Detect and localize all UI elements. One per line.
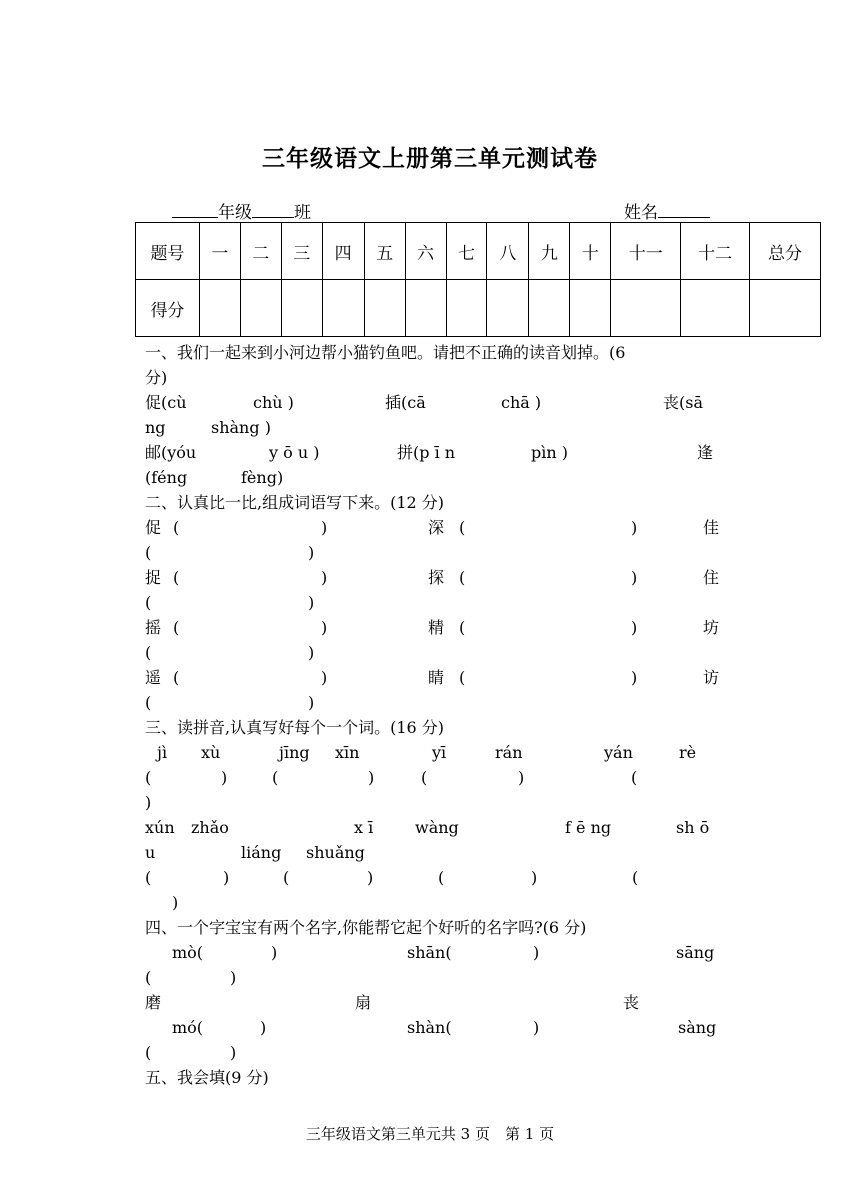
char-line xyxy=(145,990,725,1015)
pinyin-line xyxy=(145,840,725,865)
name-line xyxy=(145,1015,725,1040)
char: 捉 xyxy=(145,568,162,587)
pinyin-choice[interactable]: 邮(yóu xyxy=(145,443,197,462)
paren-close: ) xyxy=(631,618,638,637)
char: 摇 xyxy=(145,618,162,637)
grade-class-line xyxy=(172,200,311,224)
pinyin-line xyxy=(145,740,725,765)
grade-blank[interactable] xyxy=(172,200,218,218)
paren-close: ) xyxy=(145,793,152,812)
section5-heading-text: 五、我会填(9 分) xyxy=(145,1068,269,1087)
paren-close: ) xyxy=(308,693,315,712)
score-cell[interactable] xyxy=(240,280,281,337)
section4-heading-text: 四、一个字宝宝有两个名字,你能帮它起个好听的名字吗?(6 分) xyxy=(145,918,587,937)
pinyin-prompt: shàn( xyxy=(407,1018,452,1037)
score-cell[interactable] xyxy=(570,280,611,337)
section1-line xyxy=(145,465,725,490)
name-line xyxy=(624,200,710,224)
section1-heading-text2: 分) xyxy=(145,368,168,387)
word-row xyxy=(145,615,725,640)
header-cell: 十二 xyxy=(681,223,750,280)
paren-open: ( xyxy=(145,1043,152,1062)
section1-heading-cont xyxy=(145,365,725,390)
pinyin-prompt: sàng xyxy=(678,1018,717,1037)
name-line xyxy=(145,940,725,965)
char: 睛 xyxy=(428,668,445,687)
pinyin: rè xyxy=(679,743,697,762)
word-row-cont xyxy=(145,590,725,615)
section4-heading xyxy=(145,915,725,940)
score-cell[interactable] xyxy=(405,280,446,337)
pinyin-prompt: sāng xyxy=(676,943,715,962)
name-line-cont xyxy=(145,965,725,990)
header-cell: 总分 xyxy=(750,223,821,280)
score-cell[interactable] xyxy=(446,280,487,337)
char: 促 xyxy=(145,518,162,537)
char: 访 xyxy=(703,668,720,687)
section3-heading-text: 三、读拼音,认真写好每个一个词。(16 分) xyxy=(145,718,445,737)
paren-open: ( xyxy=(459,518,466,537)
pinyin-choice[interactable]: (féng xyxy=(145,468,188,487)
page-footer: 三年级语文第三单元共 3 页 第 1 页 xyxy=(305,1125,555,1143)
pinyin-prompt: mó( xyxy=(172,1018,204,1037)
char: 深 xyxy=(428,518,445,537)
section1-heading-text: 一、我们一起来到小河边帮小猫钓鱼吧。请把不正确的读音划掉。(6 xyxy=(145,343,626,362)
header-cell: 十一 xyxy=(611,223,681,280)
pinyin-choice: 逢 xyxy=(697,443,714,462)
pinyin-choice[interactable]: shàng ) xyxy=(211,418,271,437)
score-cell[interactable] xyxy=(487,280,529,337)
char: 精 xyxy=(428,618,445,637)
char: 住 xyxy=(703,568,720,587)
pinyin: yī xyxy=(432,743,447,762)
pinyin: jīng xyxy=(279,743,310,762)
section5-heading xyxy=(145,1065,725,1090)
paren-close: ) xyxy=(271,943,278,962)
char: 坊 xyxy=(703,618,720,637)
answer-line-cont xyxy=(145,890,725,915)
header-cell: 四 xyxy=(322,223,364,280)
pinyin-choice[interactable]: 插(cā xyxy=(385,393,426,412)
score-cell[interactable] xyxy=(681,280,750,337)
paren-open: ( xyxy=(145,868,152,887)
paren-close: ) xyxy=(518,768,525,787)
pinyin: xún xyxy=(145,818,175,837)
header-cell: 九 xyxy=(529,223,570,280)
paren-open: ( xyxy=(145,768,152,787)
pinyin-choice[interactable]: 丧(sā xyxy=(663,393,703,412)
paren-open: ( xyxy=(145,693,152,712)
score-cell[interactable] xyxy=(750,280,821,337)
paren-open: ( xyxy=(145,543,152,562)
paren-close: ) xyxy=(308,543,315,562)
paren-close: ) xyxy=(230,1043,237,1062)
score-cell[interactable] xyxy=(529,280,570,337)
paren-open: ( xyxy=(459,618,466,637)
page-title: 三年级语文上册第三单元测试卷 xyxy=(262,145,598,172)
score-cell[interactable] xyxy=(611,280,681,337)
char: 佳 xyxy=(703,518,720,537)
name-blank[interactable] xyxy=(658,200,710,218)
paren-open: ( xyxy=(173,518,180,537)
paren-open: ( xyxy=(631,768,638,787)
paren-close: ) xyxy=(321,668,328,687)
score-header-row xyxy=(136,223,821,280)
paren-open: ( xyxy=(272,768,279,787)
pinyin-line xyxy=(145,815,725,840)
paren-open: ( xyxy=(459,668,466,687)
pinyin: xīn xyxy=(335,743,360,762)
paren-close: ) xyxy=(223,868,230,887)
header-cell: 十 xyxy=(570,223,611,280)
pinyin-prompt: mò( xyxy=(172,943,204,962)
answer-line-cont xyxy=(145,790,725,815)
paren-close: ) xyxy=(533,943,540,962)
pinyin: yán xyxy=(604,743,633,762)
char: 探 xyxy=(428,568,445,587)
paren-close: ) xyxy=(321,518,328,537)
section1-line xyxy=(145,390,725,415)
section2-heading xyxy=(145,490,725,515)
score-row xyxy=(136,280,821,337)
word-row xyxy=(145,565,725,590)
paren-close: ) xyxy=(172,893,179,912)
paren-open: ( xyxy=(632,868,639,887)
word-row-cont xyxy=(145,690,725,715)
paren-open: ( xyxy=(145,968,152,987)
paren-close: ) xyxy=(631,668,638,687)
paren-open: ( xyxy=(438,868,445,887)
paren-open: ( xyxy=(145,593,152,612)
paren-open: ( xyxy=(421,768,428,787)
class-blank[interactable] xyxy=(252,200,294,218)
pinyin-choice[interactable]: ng xyxy=(145,418,166,437)
pinyin-choice[interactable]: fèng) xyxy=(241,468,284,487)
section1-line xyxy=(145,440,725,465)
score-cell[interactable] xyxy=(364,280,405,337)
paren-close: ) xyxy=(260,1018,267,1037)
pinyin-choice[interactable]: y ō u ) xyxy=(269,443,320,462)
paren-close: ) xyxy=(230,968,237,987)
section2-heading-text: 二、认真比一比,组成词语写下来。(12 分) xyxy=(145,493,445,512)
score-cell[interactable] xyxy=(281,280,322,337)
header-cell: 一 xyxy=(199,223,240,280)
paren-open: ( xyxy=(173,568,180,587)
pinyin: x ī xyxy=(354,818,374,837)
word-row-cont xyxy=(145,640,725,665)
grade-label: 年级 xyxy=(218,203,252,223)
pinyin: f ē ng xyxy=(565,818,612,837)
pinyin-choice[interactable]: chā ) xyxy=(501,393,542,412)
header-cell: 六 xyxy=(405,223,446,280)
paren-close: ) xyxy=(321,568,328,587)
pinyin: u xyxy=(145,843,156,862)
exam-body xyxy=(145,340,725,1090)
pinyin: jì xyxy=(157,743,168,762)
header-cell: 题号 xyxy=(136,223,200,280)
header-cell: 二 xyxy=(240,223,281,280)
word-row xyxy=(145,665,725,690)
score-cell[interactable] xyxy=(199,280,240,337)
paren-close: ) xyxy=(308,643,315,662)
pinyin-choice[interactable]: pìn ) xyxy=(531,443,568,462)
pinyin-choice[interactable]: 拼(p ī n xyxy=(397,443,456,462)
score-row-label: 得分 xyxy=(136,280,200,337)
paren-close: ) xyxy=(531,868,538,887)
score-table xyxy=(135,222,821,337)
paren-close: ) xyxy=(631,518,638,537)
paren-close: ) xyxy=(221,768,228,787)
paren-open: ( xyxy=(283,868,290,887)
word-row-cont xyxy=(145,540,725,565)
pinyin-prompt: shān( xyxy=(407,943,452,962)
name-line-cont xyxy=(145,1040,725,1065)
paren-close: ) xyxy=(321,618,328,637)
paren-close: ) xyxy=(368,768,375,787)
answer-line[interactable] xyxy=(145,765,725,790)
class-label: 班 xyxy=(294,203,311,223)
section1-heading xyxy=(145,340,725,365)
pinyin: rán xyxy=(495,743,523,762)
pinyin: zhǎo xyxy=(191,818,229,837)
pinyin-choice[interactable]: 促(cù xyxy=(145,393,187,412)
pinyin: sh ō xyxy=(676,818,710,837)
pinyin: xù xyxy=(201,743,221,762)
paren-close: ) xyxy=(367,868,374,887)
char: 遥 xyxy=(145,668,162,687)
name-label: 姓名 xyxy=(624,203,658,223)
pinyin: liáng xyxy=(241,843,282,862)
char: 丧 xyxy=(623,993,640,1012)
paren-open: ( xyxy=(173,668,180,687)
section1-line xyxy=(145,415,725,440)
header-cell: 八 xyxy=(487,223,529,280)
word-row xyxy=(145,515,725,540)
section3-heading xyxy=(145,715,725,740)
char: 磨 xyxy=(145,993,162,1012)
header-cell: 七 xyxy=(446,223,487,280)
header-cell: 三 xyxy=(281,223,322,280)
paren-open: ( xyxy=(459,568,466,587)
header-cell: 五 xyxy=(364,223,405,280)
pinyin: shuǎng xyxy=(306,843,365,862)
paren-close: ) xyxy=(631,568,638,587)
paren-open: ( xyxy=(173,618,180,637)
pinyin: wàng xyxy=(415,818,459,837)
pinyin-choice[interactable]: chù ) xyxy=(253,393,294,412)
paren-close: ) xyxy=(308,593,315,612)
score-cell[interactable] xyxy=(322,280,364,337)
answer-line[interactable] xyxy=(145,865,725,890)
paren-close: ) xyxy=(533,1018,540,1037)
paren-open: ( xyxy=(145,643,152,662)
char: 扇 xyxy=(355,993,372,1012)
